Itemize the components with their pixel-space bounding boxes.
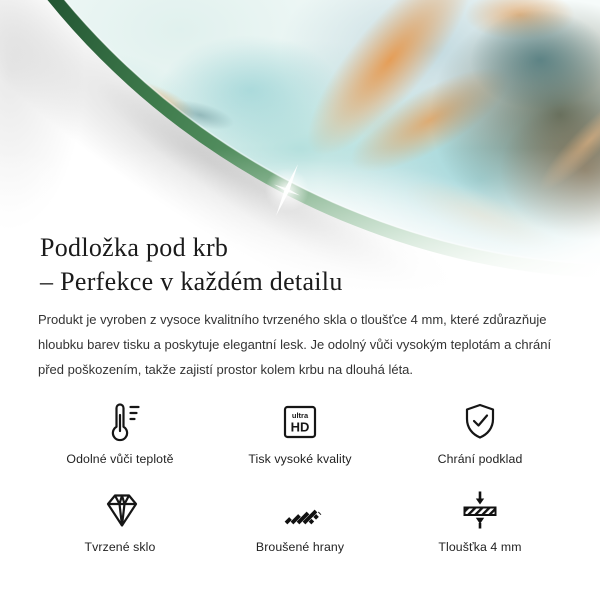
ultra-hd-icon-text-top: ultra <box>291 411 309 420</box>
feature-label: Tisk vysoké kvality <box>248 452 352 466</box>
feature-label: Broušené hrany <box>255 540 345 554</box>
feature-item-protects-floor <box>390 398 570 466</box>
feature-label: Chrání podklad <box>437 452 523 466</box>
feature-grid <box>30 398 570 554</box>
title-line-1: Podložka pod krb <box>40 233 229 262</box>
thermometer-icon <box>98 398 142 446</box>
ultra-hd-icon-text-bottom: HD <box>290 419 310 435</box>
title-line-2: – Perfekce v každém detailu <box>40 267 343 296</box>
feature-item-polished-edges <box>210 486 390 554</box>
thickness-icon <box>458 486 502 534</box>
beveled-edges-icon <box>278 486 322 534</box>
feature-item-thickness <box>390 486 570 554</box>
feature-item-print-quality <box>210 398 390 466</box>
page-title <box>40 231 343 299</box>
feature-label: Odolné vůči teplotě <box>66 452 174 466</box>
diamond-icon <box>98 486 142 534</box>
ultra-hd-icon <box>278 398 322 446</box>
feature-label: Tvrzené sklo <box>84 540 156 554</box>
product-description: Produkt je vyroben z vysoce kvalitního tvrzeného skla o tloušťce 4 mm, které zdůrazňuje hloubku barev tisku a poskytuje elegantní lesk. Je odolný vůči vysokým teplotám a chrání před poškozením, takže zajistí prostor kolem krbu na dlouhá léta. <box>38 312 552 377</box>
feature-item-tempered-glass <box>30 486 210 554</box>
feature-label: Tloušťka 4 mm <box>438 540 522 554</box>
shield-check-icon <box>458 398 502 446</box>
feature-item-heat-resistant <box>30 398 210 466</box>
